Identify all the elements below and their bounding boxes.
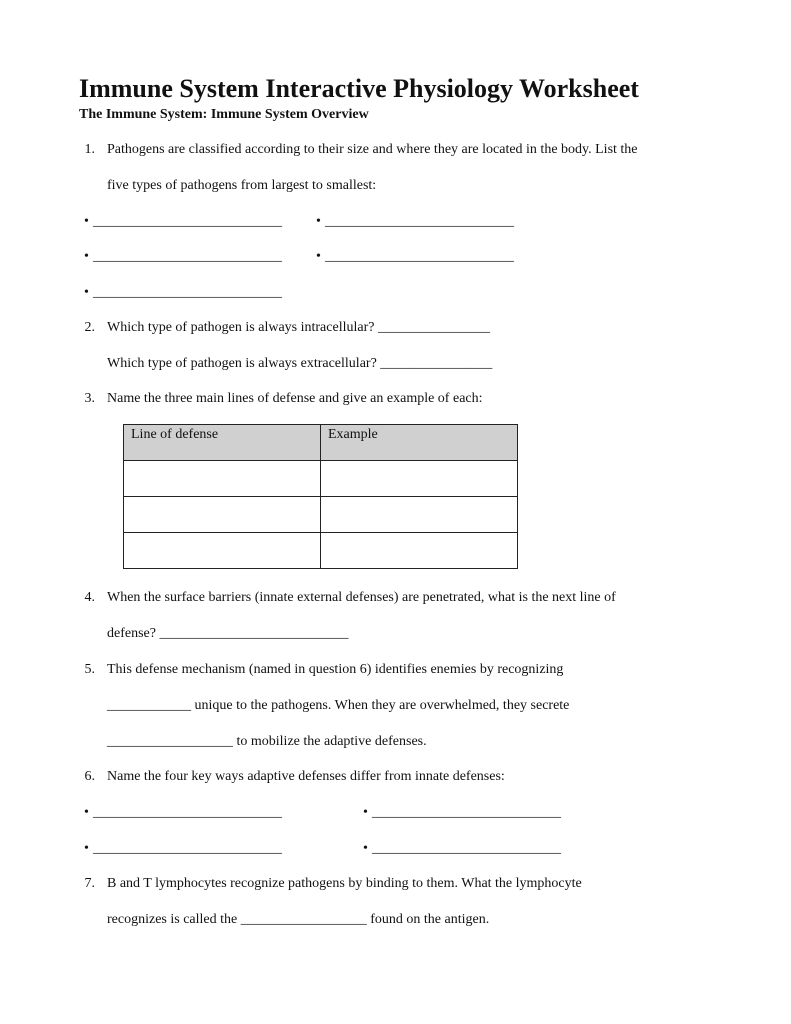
worksheet-title: Immune System Interactive Physiology Worksheet [79, 74, 639, 103]
q4-text-line1: When the surface barriers (innate external defenses) are penetrated, what is the next line of [107, 590, 616, 605]
q7-text-line2[interactable]: recognizes is called the __________________ found on the antigen. [107, 912, 490, 927]
q6-answer-blank[interactable]: ___________________________ [93, 841, 282, 856]
q3-text-line1: Name the three main lines of defense and give an example of each: [107, 391, 483, 406]
worksheet-subtitle: The Immune System: Immune System Overview [79, 107, 369, 122]
q1-number: 1. [84, 142, 95, 157]
table-row [124, 461, 518, 497]
q1-answer-blank[interactable]: ___________________________ [93, 214, 282, 229]
q5-text-line2[interactable]: ____________ unique to the pathogens. When they are overwhelmed, they secrete [107, 698, 570, 713]
table-cell[interactable] [321, 497, 518, 533]
q1-bullet: • [84, 285, 89, 300]
q1-text-line1: Pathogens are classified according to their size and where they are located in the body. List the [107, 142, 638, 157]
q4-number: 4. [84, 590, 95, 605]
defense-table [123, 424, 518, 569]
table-header-row [124, 425, 518, 461]
q3-number: 3. [84, 391, 95, 406]
q6-bullet: • [84, 841, 89, 856]
table-row [124, 533, 518, 569]
q1-answer-blank[interactable]: ___________________________ [93, 285, 282, 300]
q2-text-line1[interactable]: Which type of pathogen is always intracellular? ________________ [107, 320, 490, 335]
q1-answer-blank[interactable]: ___________________________ [93, 249, 282, 264]
header-example: Example [321, 425, 518, 461]
q6-bullet: • [84, 805, 89, 820]
q2-text-line2[interactable]: Which type of pathogen is always extracellular? ________________ [107, 356, 493, 371]
table-cell[interactable] [124, 461, 321, 497]
q4-text-line2[interactable]: defense? ___________________________ [107, 626, 349, 641]
q5-text-line3[interactable]: __________________ to mobilize the adaptive defenses. [107, 734, 427, 749]
q5-text-line1: This defense mechanism (named in question 6) identifies enemies by recognizing [107, 662, 564, 677]
q6-bullet: • [363, 805, 368, 820]
q7-text-line1: B and T lymphocytes recognize pathogens by binding to them. What the lymphocyte [107, 876, 582, 891]
q5-number: 5. [84, 662, 95, 677]
header-line-of-defense: Line of defense [124, 425, 321, 461]
q1-bullet: • [316, 249, 321, 264]
q1-answer-blank[interactable]: ___________________________ [325, 249, 514, 264]
q1-bullet: • [84, 249, 89, 264]
q6-text-line1: Name the four key ways adaptive defenses differ from innate defenses: [107, 769, 505, 784]
q1-text-line2: five types of pathogens from largest to smallest: [107, 178, 377, 193]
q1-answer-blank[interactable]: ___________________________ [325, 214, 514, 229]
table-cell[interactable] [124, 533, 321, 569]
q6-answer-blank[interactable]: ___________________________ [372, 841, 561, 856]
q1-bullet: • [316, 214, 321, 229]
q6-answer-blank[interactable]: ___________________________ [93, 805, 282, 820]
q2-number: 2. [84, 320, 95, 335]
q1-bullet: • [84, 214, 89, 229]
q7-number: 7. [84, 876, 95, 891]
table-cell[interactable] [321, 461, 518, 497]
q6-number: 6. [84, 769, 95, 784]
table-cell[interactable] [321, 533, 518, 569]
q6-answer-blank[interactable]: ___________________________ [372, 805, 561, 820]
q6-bullet: • [363, 841, 368, 856]
table-row [124, 497, 518, 533]
table-cell[interactable] [124, 497, 321, 533]
